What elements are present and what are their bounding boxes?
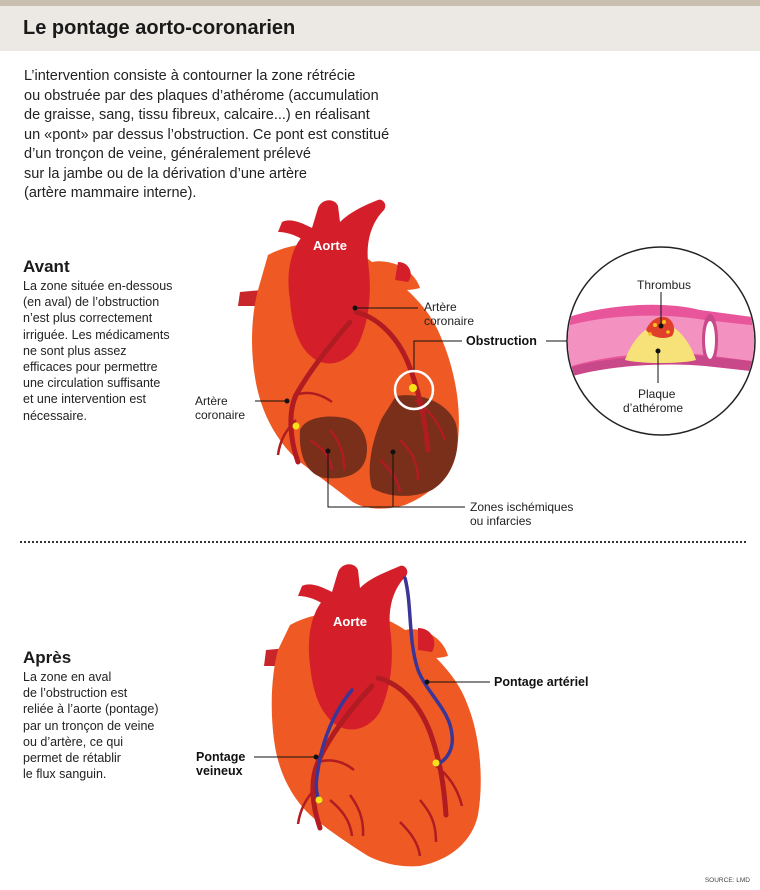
- artere-coronaire-label: Artère: [424, 300, 457, 314]
- page-title: Le pontage aorto-coronarien: [23, 17, 296, 39]
- artere-coronaire-label: Artère: [195, 394, 228, 408]
- intro-line: de graisse, sang, tissu fibreux, calcaire...) en réalisant: [24, 107, 370, 123]
- intro-line: un «pont» par dessus l’obstruction. Ce pont est constitué: [24, 126, 390, 143]
- pontage-veineux-label: veineux: [196, 764, 243, 778]
- avant-line: et une intervention est: [23, 392, 146, 407]
- apres-line: La zone en aval: [23, 670, 112, 684]
- zones-ischemiques-label: ou infarcies: [470, 514, 532, 528]
- intro-line: sur la jambe ou de la dérivation d’une artère: [24, 165, 307, 182]
- thrombus-label: Thrombus: [637, 278, 692, 292]
- avant-line: une circulation suffisante: [23, 376, 161, 391]
- pulmonary-artery: [418, 628, 434, 652]
- source-credit: SOURCE: LMD: [704, 877, 750, 884]
- pontage-arteriel-label: Pontage artériel: [494, 675, 589, 689]
- aorte-label: Aorte: [313, 238, 347, 253]
- avant-line: La zone située en-dessous: [23, 279, 173, 293]
- apres-title: Après: [23, 648, 72, 667]
- avant-line: n’est plus correctement: [23, 311, 153, 326]
- pontage-veineux-label: Pontage: [196, 750, 246, 764]
- ischemic-zone-left: [300, 417, 367, 479]
- plaque-label: d’athérome: [623, 401, 684, 415]
- avant-line: irriguée. Les médicaments: [23, 327, 170, 342]
- apres-line: le flux sanguin.: [23, 767, 107, 782]
- apres-line: de l’obstruction est: [23, 686, 128, 701]
- apres-line: ou d’artère, ce qui: [23, 734, 124, 749]
- intro-line: L’intervention consiste à contourner la zone rétrécie: [24, 68, 356, 84]
- apres-line: reliée à l’aorte (pontage): [23, 702, 159, 717]
- aorte-label: Aorte: [333, 614, 367, 629]
- intro-line: ou obstruée par des plaques d’athérome (accumulation: [24, 87, 379, 104]
- obstruction-dot: [433, 760, 440, 767]
- apres-line: permet de rétablir: [23, 751, 121, 766]
- heart-avant: [238, 200, 459, 509]
- avant-line: (en aval) de l’obstruction: [23, 295, 160, 310]
- intro-line: (artère mammaire interne).: [24, 185, 197, 201]
- apres-line: par un tronçon de veine: [23, 718, 155, 733]
- artere-coronaire-label: coronaire: [424, 314, 475, 328]
- intro-line: d’un tronçon de veine, généralement prélevé: [24, 146, 311, 162]
- heart-apres: [264, 564, 481, 866]
- zones-ischemiques-label: Zones ischémiques: [470, 500, 574, 514]
- avant-title: Avant: [23, 257, 70, 276]
- artere-coronaire-label: coronaire: [195, 408, 246, 422]
- obstruction-dot: [316, 797, 323, 804]
- obstruction-dot: [293, 423, 300, 430]
- avant-line: nécessaire.: [23, 408, 87, 423]
- aorta-branch: [278, 220, 312, 242]
- avant-line: efficaces pour permettre: [23, 360, 158, 375]
- obstruction-label: Obstruction: [466, 334, 537, 348]
- vessel-zoom: [560, 247, 760, 435]
- obstruction-dot: [409, 384, 417, 392]
- avant-line: ne sont plus assez: [23, 343, 127, 358]
- plaque-label: Plaque: [638, 387, 676, 401]
- aorta-branch: [298, 584, 332, 606]
